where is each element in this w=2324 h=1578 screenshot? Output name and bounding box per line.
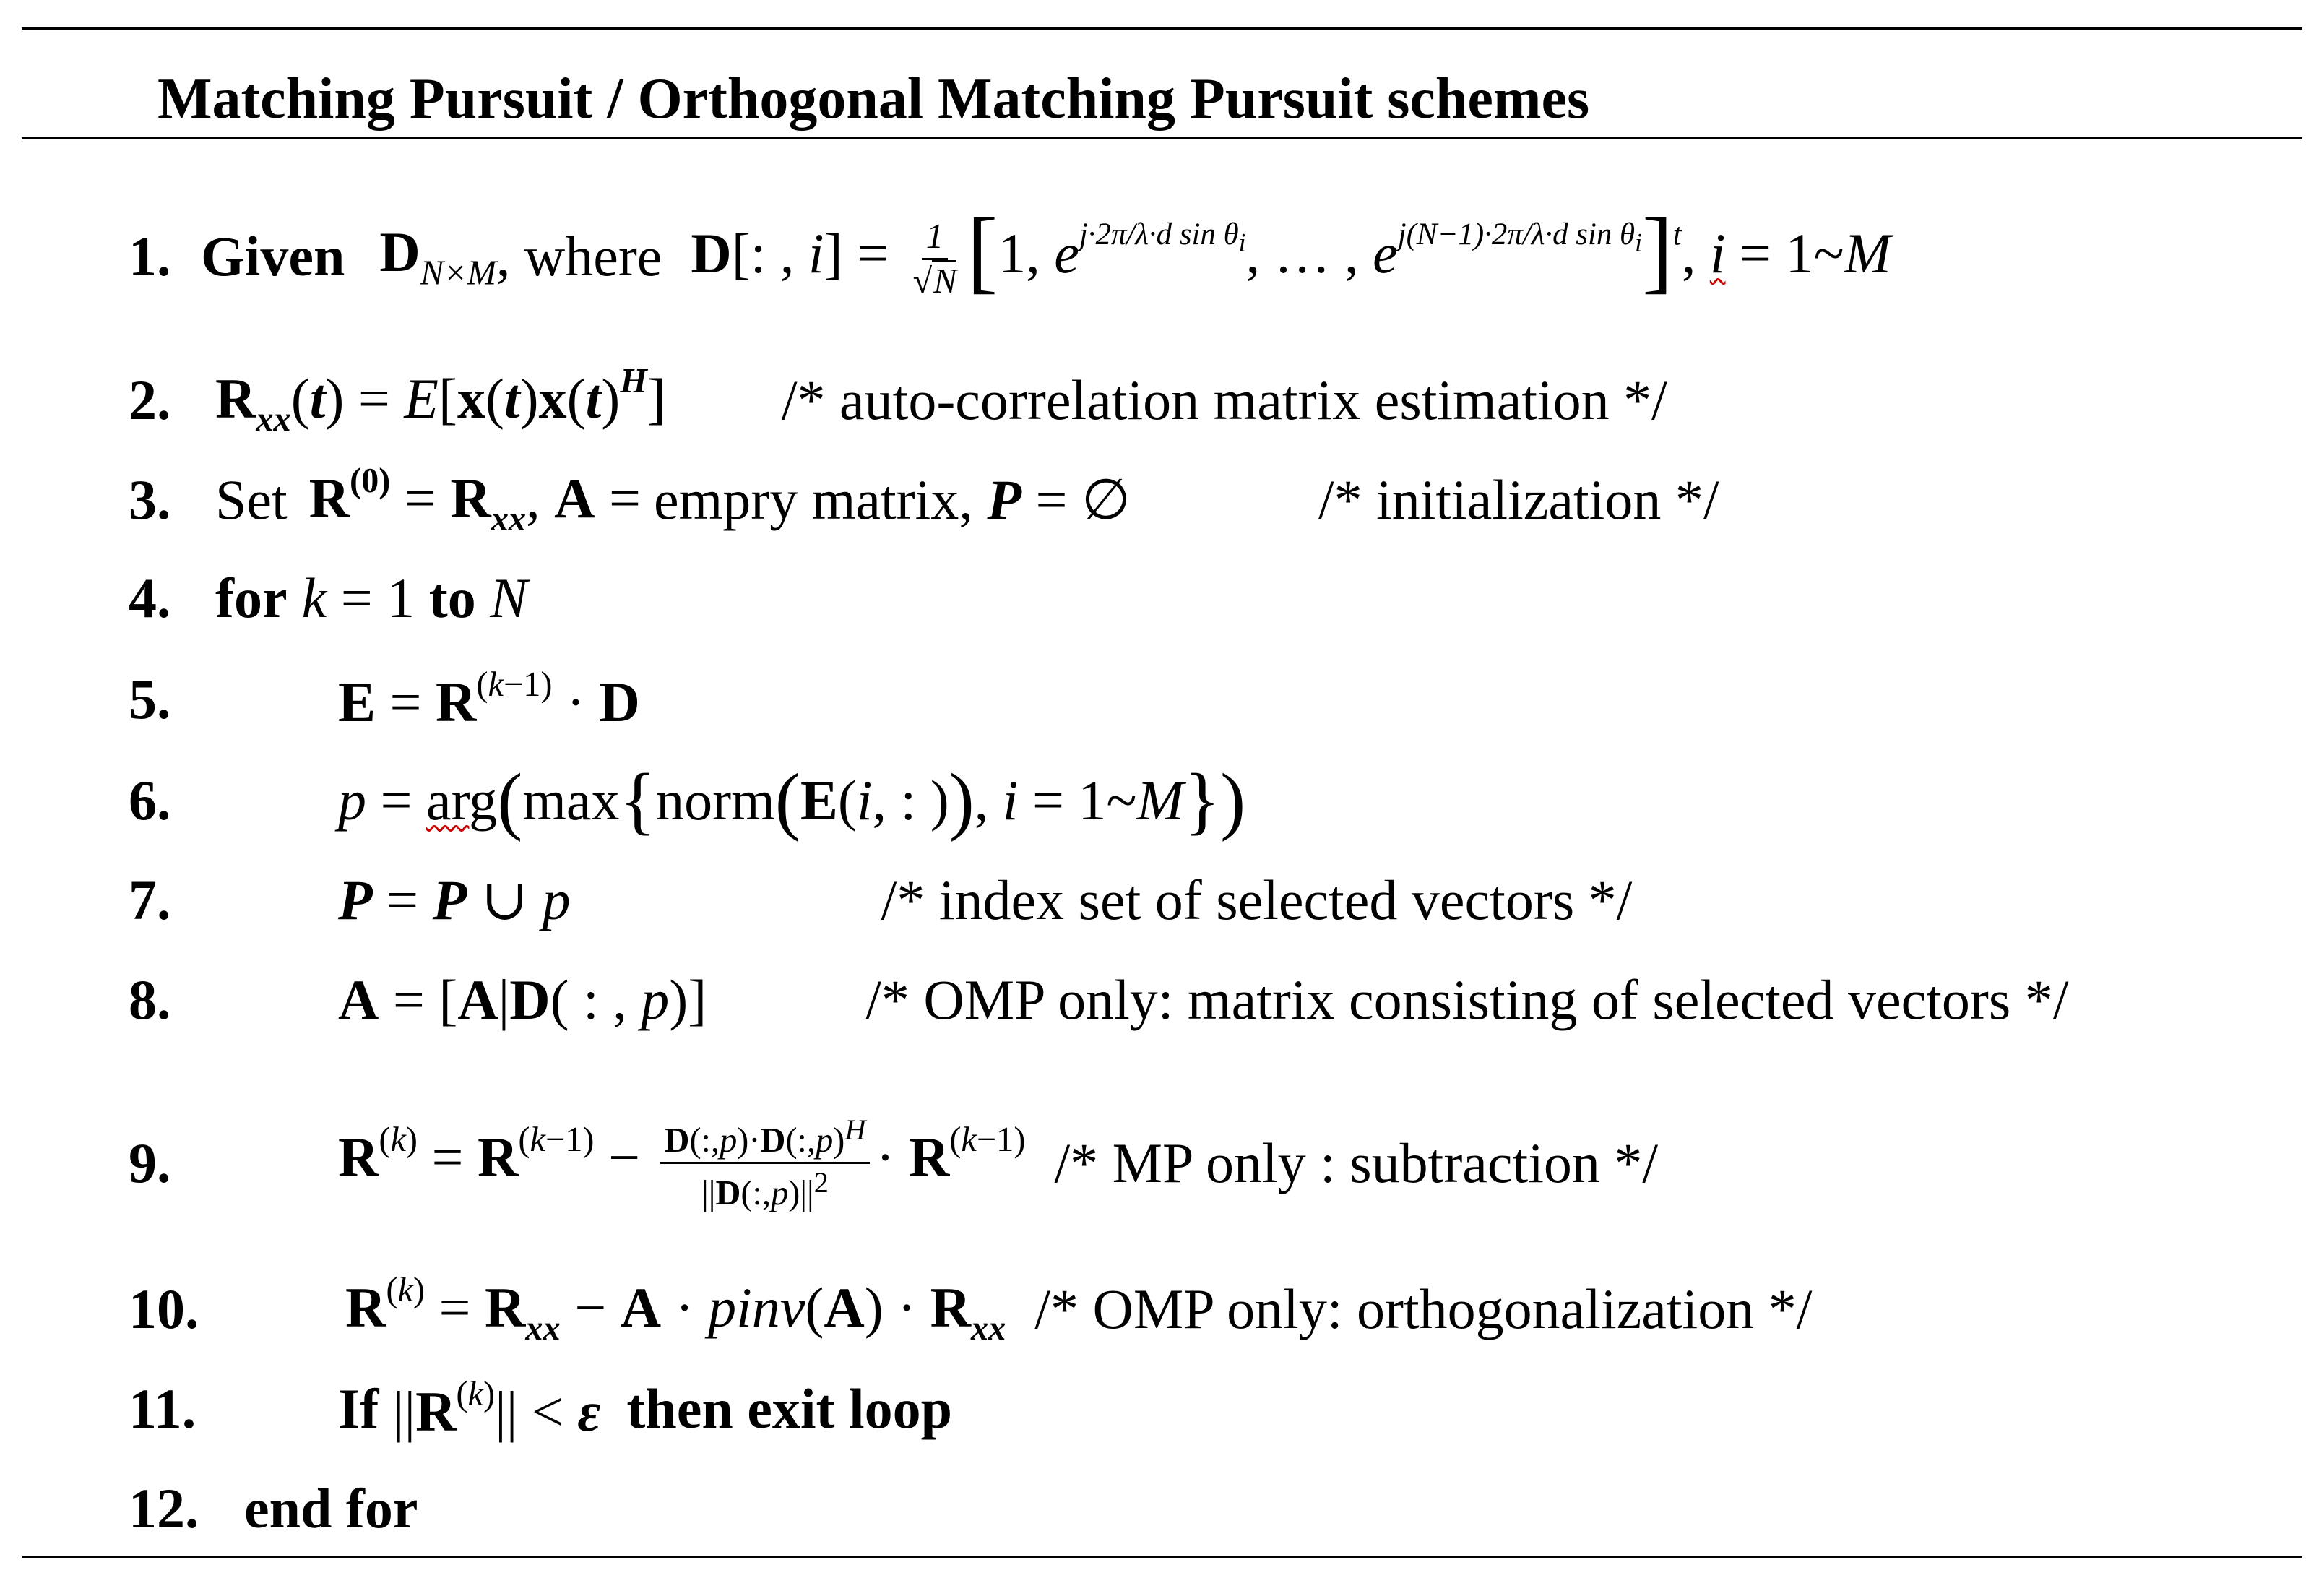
step-11	[129, 1358, 952, 1460]
step-number: 9.	[129, 1131, 171, 1194]
step-number: 11.	[129, 1377, 196, 1440]
if-keyword: If	[338, 1377, 379, 1440]
projection-fraction: $\frac{D(:,p)\cdot D(:,p)^H}{||D(:,p)||^2}$	[660, 1116, 871, 1211]
index-set-update: P = P ∪ p	[338, 868, 571, 931]
for-keyword: for	[215, 566, 288, 629]
step-9	[129, 1105, 1658, 1221]
step-comment: /* index set of selected vectors */	[881, 868, 1633, 931]
step-number: 6.	[129, 769, 171, 832]
atom-definition: D[: , i] = $\frac{1}{√N}$ [1, $e^{j\cdot 2\pi/\lambda\cdot d sin \theta_i}$, … , $e^{j(N-1)\cdot 2\pi/\lambda\cdot d sin \theta_i}]^t$, i = 1~M	[691, 198, 1891, 302]
correlation-equation: $E = R^{(k-1)} \cdot D$	[338, 665, 640, 733]
matrix-augmentation: A = [A|D( : , p)]	[338, 968, 707, 1031]
step-number: 7.	[129, 868, 171, 931]
step-5	[129, 649, 640, 750]
step-7	[129, 850, 1632, 951]
end-for-keyword: end for	[244, 1477, 418, 1540]
step-3	[129, 449, 1719, 551]
step-comment: /* OMP only: matrix consisting of selected vectors */	[865, 968, 2069, 1031]
omp-orthogonalization-equation: $R^{(k)} = R_{xx} - A$ · pinv(A) · $R_{xx}$	[345, 1270, 1006, 1348]
step-comment: /* auto-correlation matrix estimation */	[781, 368, 1667, 431]
step-comment: /* OMP only: orthogonalization */	[1034, 1277, 1813, 1340]
step-1: 1. Given $D_{N\times M}$ , where D[: , i] = $\frac{1}{√N}$ [1, $e^{j\cdot 2\pi/\lambda\cdot d sin \theta_i}$, … , $e^{j(N-1)\cdot 2\pi/\lambda\cdot d sin \theta_i}]^t$, i = 1~M	[129, 198, 1891, 302]
step-number: 1.	[129, 225, 171, 288]
step-number: 10.	[129, 1277, 199, 1340]
step-6	[129, 750, 1245, 851]
dictionary-symbol: $D_{N\times M}$	[379, 220, 496, 293]
header-rule	[22, 137, 2302, 139]
then-exit-loop-text: then exit loop	[626, 1377, 953, 1440]
initialization-equation: $R^{(0)} = R_{xx}$, A =	[308, 461, 641, 539]
top-rule	[22, 27, 2302, 30]
stopping-condition: $||R^{(k)}|| < \varepsilon$	[379, 1374, 601, 1443]
step-number: 4.	[129, 566, 171, 629]
step-number: 12.	[129, 1477, 199, 1540]
to-keyword: to	[428, 566, 476, 629]
bottom-rule	[22, 1556, 2302, 1558]
step-number: 3.	[129, 468, 171, 531]
where-keyword: where	[524, 225, 662, 288]
given-keyword: Given	[201, 225, 345, 288]
step-number: 5.	[129, 668, 171, 730]
normalization-fraction: $\frac{1}{√N}$	[912, 217, 957, 301]
argmax-equation: p = arg(max{norm(E(i, : )), i = 1~M})	[338, 757, 1246, 842]
step-2	[129, 350, 1667, 451]
algorithm-title: Matching Pursuit / Orthogonal Matching Pursuit schemes	[157, 67, 1590, 131]
step-comment: /* MP only : subtraction */	[1054, 1131, 1659, 1194]
mp-subtraction-equation: $R^{(k)} = R^{(k-1)}$ − $\frac{D(:,p)\cdot D(:,p)^H}{||D(:,p)||^2}$ · $R^{(k-1)}$	[338, 1113, 1026, 1212]
loop-limit: N	[475, 566, 528, 629]
step-4: 4. for k = 1 to N	[129, 566, 528, 629]
step-10	[129, 1259, 1812, 1360]
step-12	[129, 1458, 418, 1559]
step-8	[129, 949, 2068, 1051]
step-number: 8.	[129, 968, 171, 1031]
step-comment: /* initialization */	[1318, 468, 1719, 531]
step-number: 2.	[129, 368, 171, 431]
autocorrelation-equation: $R_{xx}(t) = E[x(t)x(t)^H]$	[215, 361, 666, 439]
empty-matrix-text: empry matrix	[653, 468, 959, 531]
set-keyword: Set	[215, 468, 288, 531]
loop-variable: k	[301, 566, 327, 629]
index-set-init: , P = ∅	[959, 468, 1131, 531]
